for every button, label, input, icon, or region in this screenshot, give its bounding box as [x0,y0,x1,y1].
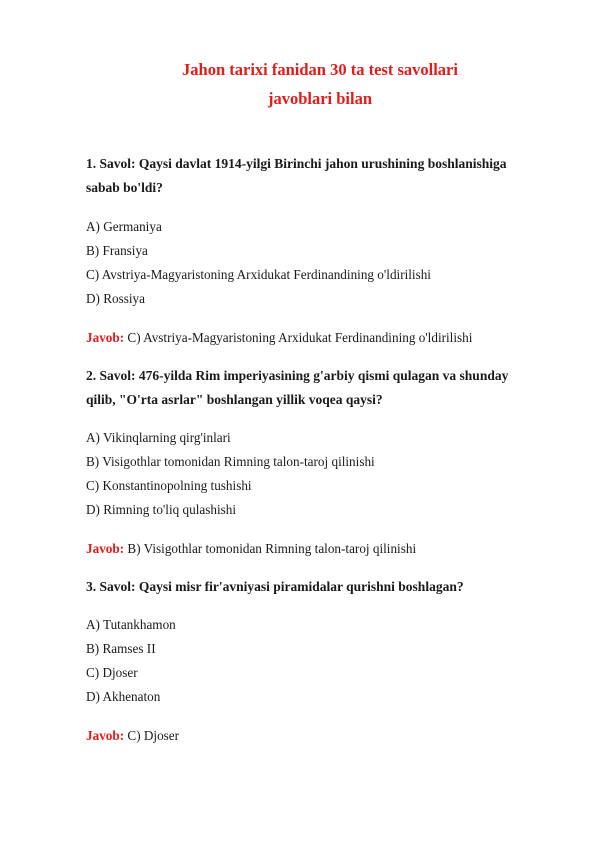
option-a: A) Vikinqlarning qirg'inlari [86,430,231,445]
option-b: B) Ramses II [86,641,156,656]
option-d: D) Akhenaton [86,689,161,704]
answer-label: Javob: [86,728,125,743]
question-block-1 [86,152,536,200]
options-list-1 [86,215,536,311]
option-b: B) Visigothlar tomonidan Rimning talon-taroj qilinishi [86,454,375,469]
answer-2 [86,539,536,559]
answer-3 [86,726,536,746]
answer-text: B) Visigothlar tomonidan Rimning talon-taroj qilinishi [124,541,417,556]
question-text [86,575,536,599]
options-list-3 [86,613,536,709]
question-text [86,364,536,412]
question-line-2: qilib, "O'rta asrlar" boshlangan yillik voqea qaysi? [86,392,383,407]
question-block-2 [86,364,536,412]
question-line-2: sabab bo'ldi? [86,180,163,195]
option-a: A) Germaniya [86,219,162,234]
question-block-3 [86,575,536,599]
option-d: D) Rimning to'liq qulashishi [86,502,237,517]
answer-label: Javob: [86,541,125,556]
option-c: C) Avstriya-Magyaristoning Arxidukat Ferdinandining o'ldirilishi [86,267,431,282]
question-text [86,152,536,200]
answer-text: C) Avstriya-Magyaristoning Arxidukat Ferdinandining o'ldirilishi [124,330,473,345]
question-line-1: 3. Savol: Qaysi misr fir'avniyasi piramidalar qurishni boshlagan? [86,579,464,594]
option-c: C) Konstantinopolning tushishi [86,478,252,493]
document-title-line-1: Jahon tarixi fanidan 30 ta test savollari [182,60,458,79]
answer-text: C) Djoser [124,728,180,743]
answer-label: Javob: [86,330,125,345]
option-c: C) Djoser [86,665,138,680]
question-line-1: 2. Savol: 476-yilda Rim imperiyasining g'arbiy qismi qulagan va shunday [86,368,509,383]
option-d: D) Rossiya [86,291,145,306]
document-title-line-2: javoblari bilan [267,89,373,108]
option-b: B) Fransiya [86,243,148,258]
options-list-2 [86,426,536,522]
option-a: A) Tutankhamon [86,617,176,632]
answer-1 [86,328,536,348]
question-line-1: 1. Savol: Qaysi davlat 1914-yilgi Birinchi jahon urushining boshlanishiga [86,156,507,171]
